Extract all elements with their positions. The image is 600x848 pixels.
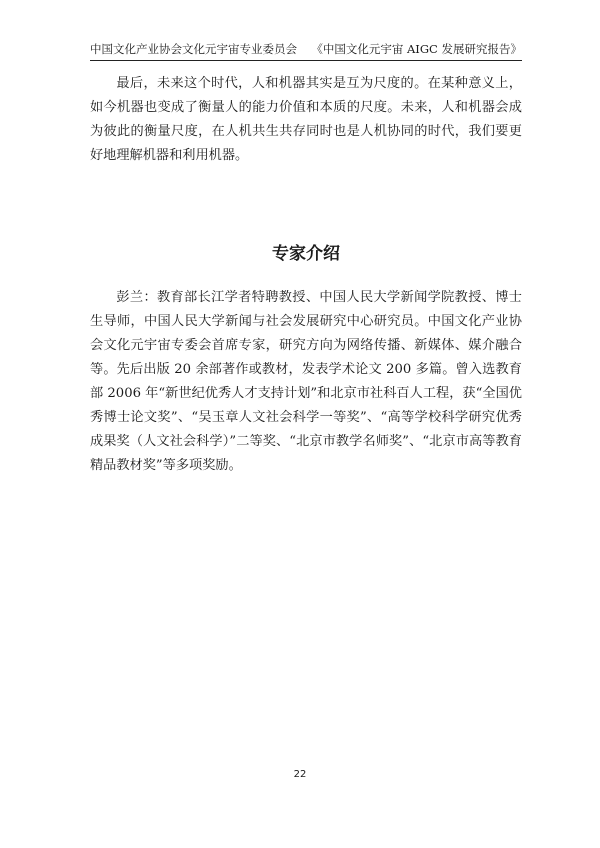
closing-paragraph: 最后，未来这个时代，人和机器其实是互为尺度的。在某种意义上，如今机器也变成了衡量人的能力价值和本质的尺度。未来，人和机器会成为彼此的衡量尺度，在人机共生共存同时也是人机协同的时代，我们要更好地理解机器和利用机器。 — [90, 76, 522, 163]
header-organization: 中国文化产业协会文化元宇宙专业委员会 — [90, 42, 297, 56]
page-number: 22 — [293, 769, 307, 780]
page-header — [90, 40, 522, 61]
header-report-title: 《中国文化元宇宙 AIGC 发展研究报告》 — [311, 42, 522, 56]
expert-bio-paragraph: 彭兰：教育部长江学者特聘教授、中国人民大学新闻学院教授、博士生导师，中国人民大学新闻与社会发展研究中心研究员。中国文化产业协会文化元宇宙专委会首席专家，研究方向为网络传播、新媒体、媒介融合等。先后出版 20 余部著作或教材，发表学术论文 200 多篇。曾入选教育部 2006 年“新世纪优秀人才支持计划”和北京市社科百人工程，获“全国优秀博士论文奖”、“吴玉章人文社会科学一等奖”、“高等学校科学研究优秀成果奖（人文社会科学）”二等奖、“北京市教学名师奖”、“北京市高等教育精品教材奖”等多项奖励。 — [90, 290, 522, 473]
section-title-expert-intro: 专家介绍 — [272, 244, 340, 264]
